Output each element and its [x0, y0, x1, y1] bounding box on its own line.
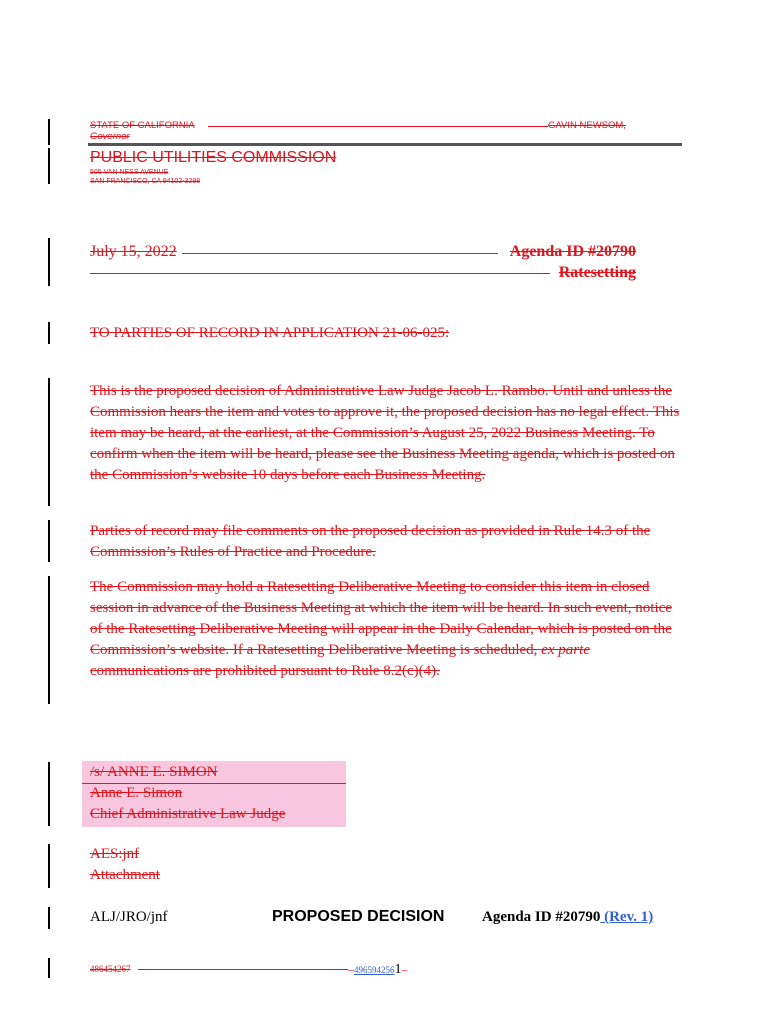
paragraph-2-text: Parties of record may file comments on the proposed decision as provided in Rule 14.3 of the Commission’s Rules of Practice and Procedure.: [90, 523, 651, 560]
leader-line: [182, 253, 498, 254]
letterhead-rule: [88, 143, 682, 146]
page-number-dash: –: [401, 962, 408, 976]
governor-title: Governor: [90, 131, 130, 142]
paragraph-1: [90, 381, 680, 486]
old-document-number: 486454267: [90, 964, 131, 974]
salutation: TO PARTIES OF RECORD IN APPLICATION 21-06-025:: [90, 325, 450, 341]
ex-parte-term: ex parte: [541, 642, 590, 658]
paragraph-3: [90, 577, 680, 682]
initials: AES:jnf: [90, 846, 140, 862]
leader-line: [138, 969, 348, 970]
change-bar: [48, 958, 50, 978]
change-bar: [48, 238, 50, 286]
revision-link[interactable]: (Rev. 1): [600, 909, 654, 925]
paragraph-2: [90, 521, 680, 563]
address-line-1: 505 VAN NESS AVENUE: [90, 169, 169, 176]
footer-agenda-line: [482, 909, 653, 926]
footer-agenda-id: Agenda ID #20790: [482, 909, 601, 925]
paragraph-3-part-b: communications are prohibited pursuant to Rule 8.2(c)(4).: [90, 663, 440, 679]
agenda-id: Agenda ID #20790: [509, 243, 636, 260]
state-name: STATE OF CALIFORNIA: [90, 120, 195, 131]
paragraph-3-part-a: The Commission may hold a Ratesetting Deliberative Meeting to consider this item in closed session in advance of the Business Meeting at which the item will be heard. In such event, notice of the Ratesetting Deliberative Meeting will appear in the Daily Calendar, which is posted on the Commission’s website. If a Ratesetting Deliberative Meeting is scheduled,: [90, 579, 672, 658]
letter-date: July 15, 2022: [90, 243, 177, 260]
change-bar: [48, 762, 50, 826]
change-bar: [48, 322, 50, 344]
governor-name: GAVIN NEWSOM,: [548, 120, 626, 131]
agency-name: PUBLIC UTILITIES COMMISSION: [90, 149, 337, 166]
change-bar: [48, 576, 50, 704]
paragraph-1-text: This is the proposed decision of Administrative Law Judge Jacob L. Rambo. Until and unless the Commission hears the item and votes to approve it, the proposed decision has no legal effect. This item may be heard, at the earliest, at the Commission’s August 25, 2022 Business Meeting. To confirm when the item will be heard, please see the Business Meeting agenda, which is posted on the Commission’s website 10 days before each Business Meeting.: [90, 383, 680, 483]
change-bar: [48, 844, 50, 888]
change-bar: [48, 907, 50, 929]
page-number-line: –4965942561–: [348, 962, 408, 977]
leader-line: [90, 273, 550, 274]
address-line-2: SAN FRANCISCO, CA 94102-3298: [90, 178, 201, 185]
change-bar: [48, 148, 50, 184]
signatory-name: Anne E. Simon: [90, 785, 183, 801]
proceeding-category: Ratesetting: [558, 264, 636, 281]
signature-rule: [82, 783, 346, 784]
paragraph-3-text: [90, 577, 680, 682]
attachment-note: Attachment: [90, 867, 160, 883]
change-bar: [48, 520, 50, 562]
new-document-number: 496594256: [354, 965, 395, 975]
page-number: 1: [394, 962, 402, 977]
leader-line: [208, 126, 548, 127]
signature-line: /s/ ANNE E. SIMON: [90, 764, 218, 780]
signatory-title: Chief Administrative Law Judge: [90, 806, 286, 822]
footer-ref: ALJ/JRO/jnf: [90, 909, 168, 925]
change-bar: [48, 378, 50, 506]
proposed-decision-label: PROPOSED DECISION: [272, 908, 445, 925]
change-bar: [48, 119, 50, 145]
